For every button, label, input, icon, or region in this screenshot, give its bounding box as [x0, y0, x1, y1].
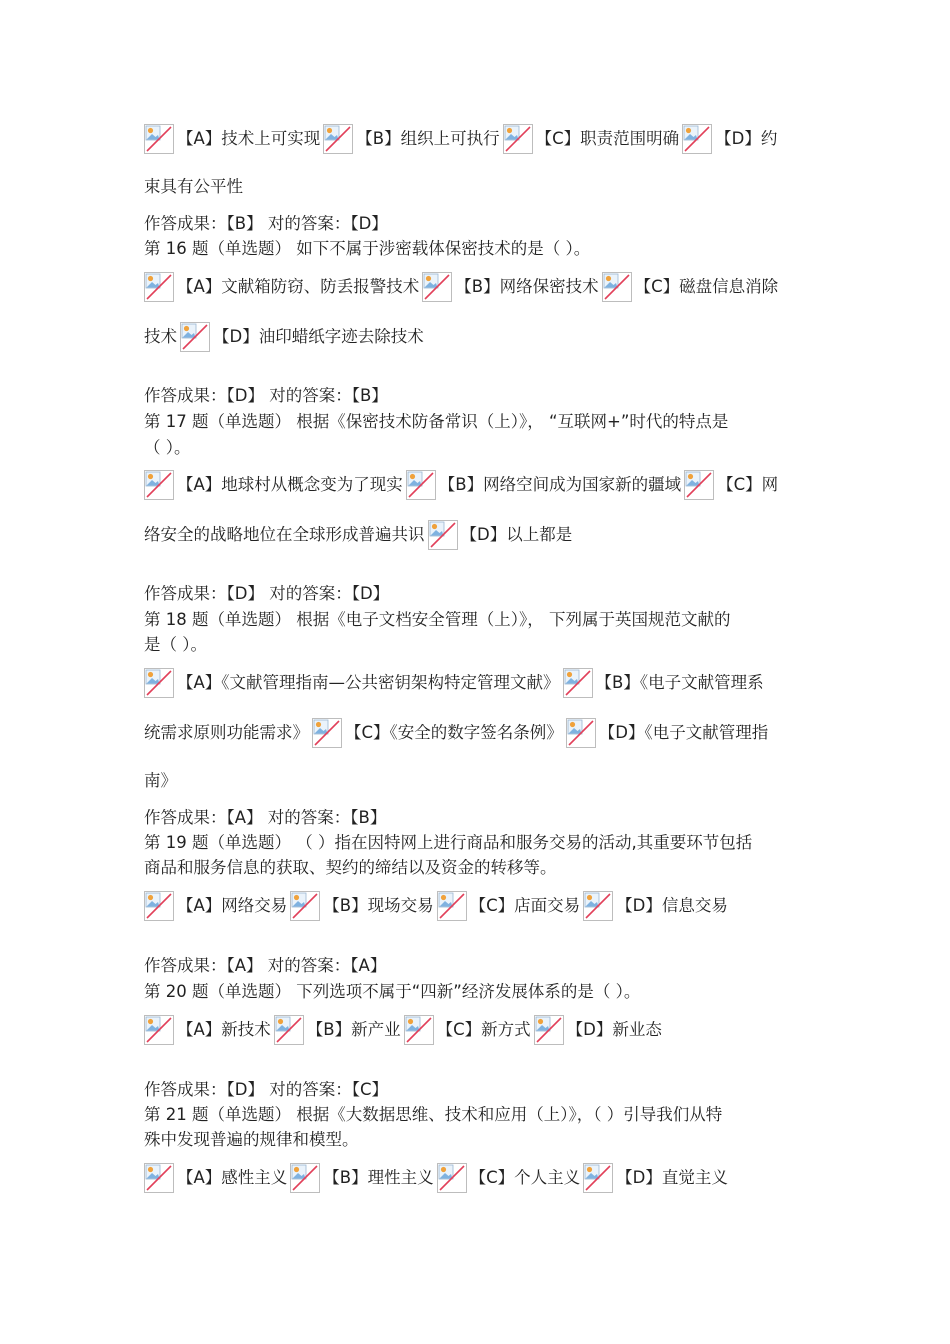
q15-option-a: 【A】技术上可实现	[177, 129, 321, 148]
broken-image-icon	[437, 1163, 467, 1193]
broken-image-icon	[290, 1163, 320, 1193]
q21-option-a: 【A】感性主义	[177, 1168, 288, 1187]
q20-options	[144, 1015, 665, 1049]
broken-image-icon	[144, 124, 174, 154]
q16-option-d: 【D】油印蜡纸字迹去除技术	[213, 327, 424, 346]
broken-image-icon	[566, 718, 596, 748]
q15-result: 作答成果：【B】 对的答案：【D】	[144, 214, 388, 233]
q19-option-a: 【A】网络交易	[177, 896, 288, 915]
broken-image-icon	[602, 272, 632, 302]
broken-image-icon	[144, 470, 174, 500]
q19-stem-line1: 第 19 题（单选题） （ ）指在因特网上进行商品和服务交易的活动,其重要环节包括	[144, 833, 753, 852]
q15-option-d-continued: 束具有公平性	[144, 177, 243, 196]
q15-option-c: 【C】职责范围明确	[535, 129, 680, 148]
q21-option-b: 【B】理性主义	[323, 1168, 434, 1187]
broken-image-icon	[144, 1015, 174, 1045]
q17-options-line2	[144, 520, 575, 554]
q17-option-d: 【D】以上都是	[460, 525, 573, 544]
q15-options-line1	[144, 124, 780, 158]
broken-image-icon	[180, 322, 210, 352]
broken-image-icon	[428, 520, 458, 550]
broken-image-icon	[404, 1015, 434, 1045]
q17-option-c-continued: 络安全的战略地位在全球形成普遍共识	[144, 525, 425, 544]
q17-option-c: 【C】网	[717, 475, 779, 494]
q19-option-d: 【D】信息交易	[616, 896, 728, 915]
broken-image-icon	[290, 891, 320, 921]
q17-option-b: 【B】网络空间成为国家新的疆域	[438, 475, 682, 494]
broken-image-icon	[144, 668, 174, 698]
q21-option-d: 【D】直觉主义	[616, 1168, 728, 1187]
broken-image-icon	[534, 1015, 564, 1045]
q19-stem-line2: 商品和服务信息的获取、契约的缔结以及资金的转移等。	[144, 858, 557, 877]
q20-stem: 第 20 题（单选题） 下列选项不属于“四新”经济发展体系的是（ ）。	[144, 982, 641, 1001]
q16-options-line1	[144, 272, 781, 306]
broken-image-icon	[437, 891, 467, 921]
q16-option-b: 【B】网络保密技术	[455, 277, 599, 296]
q18-option-c: 【C】《安全的数字签名条例》	[345, 723, 563, 742]
broken-image-icon	[684, 470, 714, 500]
broken-image-icon	[274, 1015, 304, 1045]
broken-image-icon	[563, 668, 593, 698]
q16-option-c-continued: 技术	[144, 327, 177, 346]
q17-stem-line1: 第 17 题（单选题） 根据《保密技术防备常识（上）》， “互联网+”时代的特点是	[144, 412, 729, 431]
q18-stem-line2: 是（ ）。	[144, 635, 207, 654]
q19-option-c: 【C】店面交易	[469, 896, 581, 915]
q18-option-b: 【B】《电子文献管理系	[595, 673, 764, 692]
q17-option-a: 【A】地球村从概念变为了现实	[177, 475, 403, 494]
q15-option-d: 【D】约	[715, 129, 778, 148]
q18-result: 作答成果：【A】 对的答案：【B】	[144, 808, 387, 827]
broken-image-icon	[422, 272, 452, 302]
broken-image-icon	[503, 124, 533, 154]
broken-image-icon	[144, 891, 174, 921]
broken-image-icon	[144, 272, 174, 302]
broken-image-icon	[323, 124, 353, 154]
q20-option-a: 【A】新技术	[177, 1020, 271, 1039]
q21-stem-line1: 第 21 题（单选题） 根据《大数据思维、技术和应用（上）》，（ ）引导我们从特	[144, 1105, 723, 1124]
q16-option-a: 【A】文献箱防窃、防丢报警技术	[177, 277, 420, 296]
broken-image-icon	[682, 124, 712, 154]
broken-image-icon	[312, 718, 342, 748]
q18-option-d: 【D】《电子文献管理指	[598, 723, 769, 742]
q19-result: 作答成果：【A】 对的答案：【A】	[144, 956, 387, 975]
q20-option-c: 【C】新方式	[436, 1020, 531, 1039]
q18-option-d-continued: 南》	[144, 771, 177, 790]
q18-stem-line1: 第 18 题（单选题） 根据《电子文档安全管理（上）》， 下列属于英国规范文献的	[144, 610, 731, 629]
q16-stem: 第 16 题（单选题） 如下不属于涉密载体保密技术的是（ ）。	[144, 239, 591, 258]
q16-option-c: 【C】磁盘信息消除	[634, 277, 779, 296]
q16-options-line2	[144, 322, 427, 356]
q18-options-line2	[144, 718, 771, 752]
q17-options-line1	[144, 470, 781, 504]
q18-options-line1	[144, 668, 767, 702]
q15-option-b: 【B】组织上可执行	[356, 129, 500, 148]
broken-image-icon	[583, 891, 613, 921]
broken-image-icon	[406, 470, 436, 500]
q20-option-b: 【B】新产业	[306, 1020, 401, 1039]
q19-options	[144, 891, 731, 925]
q19-option-b: 【B】现场交易	[323, 896, 434, 915]
q18-option-a: 【A】《文献管理指南—公共密钥架构特定管理文献》	[177, 673, 560, 692]
q18-option-b-continued: 统需求原则功能需求》	[144, 723, 309, 742]
q20-option-d: 【D】新业态	[566, 1020, 662, 1039]
q16-result: 作答成果：【D】 对的答案：【B】	[144, 386, 388, 405]
q17-result: 作答成果：【D】 对的答案：【D】	[144, 584, 390, 603]
q20-result: 作答成果：【D】 对的答案：【C】	[144, 1080, 388, 1099]
broken-image-icon	[144, 1163, 174, 1193]
q21-stem-line2: 殊中发现普遍的规律和模型。	[144, 1130, 359, 1149]
q17-stem-line2: （ ）。	[144, 438, 191, 457]
q21-option-c: 【C】个人主义	[469, 1168, 581, 1187]
q21-options	[144, 1163, 731, 1197]
broken-image-icon	[583, 1163, 613, 1193]
